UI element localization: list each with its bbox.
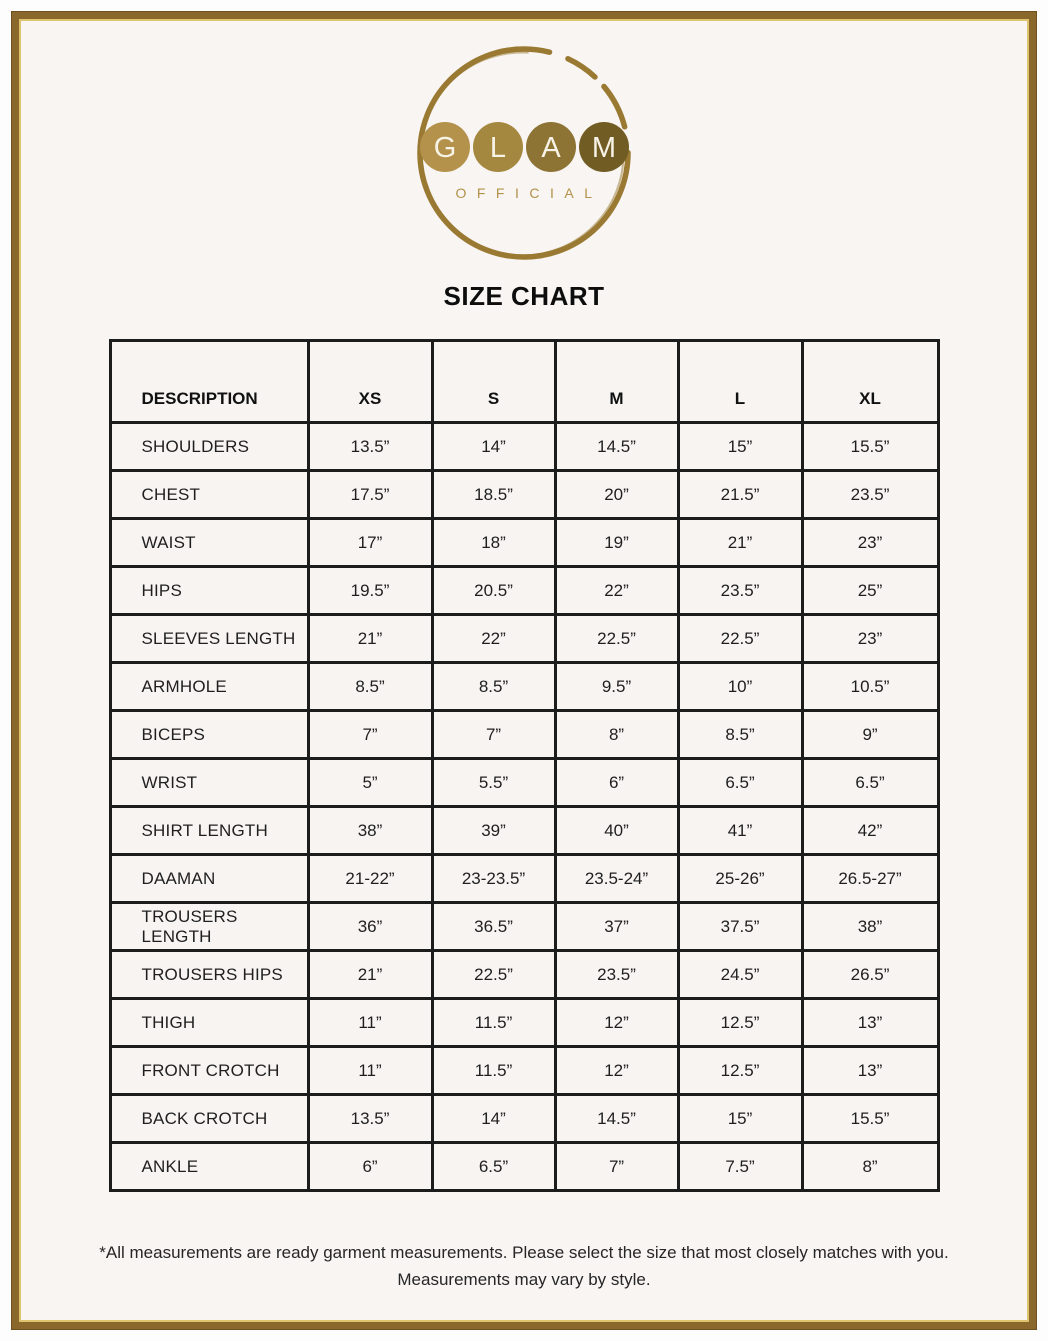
table-row — [110, 999, 938, 1047]
measurement-cell: 22.5” — [555, 615, 678, 663]
measurement-cell: 7” — [432, 711, 555, 759]
row-label: DAAMAN — [110, 855, 308, 903]
measurement-cell: 14.5” — [555, 423, 678, 471]
table-row — [110, 519, 938, 567]
measurement-cell: 14” — [432, 1095, 555, 1143]
measurement-cell: 22” — [432, 615, 555, 663]
logo-letter-l: L — [489, 132, 506, 164]
measurement-cell: 26.5-27” — [802, 855, 938, 903]
table-row — [110, 1047, 938, 1095]
measurement-cell: 25-26” — [678, 855, 802, 903]
page-title: SIZE CHART — [443, 281, 605, 311]
measurement-cell: 5.5” — [432, 759, 555, 807]
row-label: BICEPS — [110, 711, 308, 759]
measurement-cell: 13.5” — [308, 423, 432, 471]
row-label: ANKLE — [110, 1143, 308, 1191]
row-label: HIPS — [110, 567, 308, 615]
measurement-cell: 7” — [308, 711, 432, 759]
measurement-cell: 13” — [802, 1047, 938, 1095]
table-row — [110, 903, 938, 951]
measurement-cell: 12” — [555, 1047, 678, 1095]
measurement-cell: 21-22” — [308, 855, 432, 903]
logo-letter-g: G — [433, 132, 456, 164]
table-header-row — [110, 341, 938, 423]
measurement-cell: 20.5” — [432, 567, 555, 615]
row-label: WAIST — [110, 519, 308, 567]
measurement-cell: 22” — [555, 567, 678, 615]
measurement-cell: 36” — [308, 903, 432, 951]
measurement-cell: 7.5” — [678, 1143, 802, 1191]
row-label: SHIRT LENGTH — [110, 807, 308, 855]
measurement-cell: 15” — [678, 423, 802, 471]
measurement-cell: 18” — [432, 519, 555, 567]
column-header-m: M — [555, 341, 678, 423]
measurement-cell: 23.5” — [678, 567, 802, 615]
table-row — [110, 951, 938, 999]
column-header-xl: XL — [802, 341, 938, 423]
row-label: SHOULDERS — [110, 423, 308, 471]
measurement-cell: 23” — [802, 519, 938, 567]
measurement-cell: 21.5” — [678, 471, 802, 519]
measurement-cell: 6.5” — [802, 759, 938, 807]
column-header-l: L — [678, 341, 802, 423]
measurement-cell: 37” — [555, 903, 678, 951]
table-row — [110, 1143, 938, 1191]
measurement-cell: 17” — [308, 519, 432, 567]
measurement-cell: 23.5-24” — [555, 855, 678, 903]
measurement-cell: 6” — [555, 759, 678, 807]
measurement-cell: 10” — [678, 663, 802, 711]
column-header-xs: XS — [308, 341, 432, 423]
measurement-cell: 19” — [555, 519, 678, 567]
measurement-cell: 11” — [308, 1047, 432, 1095]
measurement-cell: 6.5” — [432, 1143, 555, 1191]
table-row — [110, 807, 938, 855]
measurement-cell: 8.5” — [678, 711, 802, 759]
measurement-cell: 15” — [678, 1095, 802, 1143]
measurement-cell: 14” — [432, 423, 555, 471]
table-row — [110, 567, 938, 615]
logo-letter-a: A — [540, 132, 561, 164]
row-label: WRIST — [110, 759, 308, 807]
measurement-cell: 7” — [555, 1143, 678, 1191]
table-row — [110, 855, 938, 903]
measurement-cell: 11.5” — [432, 999, 555, 1047]
size-table-body — [110, 423, 938, 1191]
measurement-cell: 6” — [308, 1143, 432, 1191]
table-row — [110, 1095, 938, 1143]
disclaimer-line-2: Measurements may vary by style. — [397, 1270, 651, 1290]
measurement-cell: 9” — [802, 711, 938, 759]
measurement-cell: 21” — [308, 951, 432, 999]
measurement-cell: 40” — [555, 807, 678, 855]
measurement-cell: 8” — [555, 711, 678, 759]
glam-logo-graphic — [407, 40, 642, 272]
table-row — [110, 759, 938, 807]
measurement-cell: 12.5” — [678, 999, 802, 1047]
measurement-cell: 21” — [678, 519, 802, 567]
measurement-cell: 13.5” — [308, 1095, 432, 1143]
measurement-disclaimer — [74, 1239, 974, 1293]
measurement-cell: 5” — [308, 759, 432, 807]
row-label: TROUSERS HIPS — [110, 951, 308, 999]
table-row — [110, 423, 938, 471]
logo-subtitle: OFFICIAL — [454, 185, 603, 201]
table-row — [110, 663, 938, 711]
logo-letter-medallions — [420, 122, 629, 172]
table-row — [110, 615, 938, 663]
measurement-cell: 24.5” — [678, 951, 802, 999]
measurement-cell: 18.5” — [432, 471, 555, 519]
row-label: CHEST — [110, 471, 308, 519]
column-header-description: DESCRIPTION — [110, 341, 308, 423]
row-label: ARMHOLE — [110, 663, 308, 711]
measurement-cell: 38” — [308, 807, 432, 855]
measurement-cell: 19.5” — [308, 567, 432, 615]
measurement-cell: 9.5” — [555, 663, 678, 711]
measurement-cell: 22.5” — [432, 951, 555, 999]
measurement-cell: 23.5” — [802, 471, 938, 519]
measurement-cell: 6.5” — [678, 759, 802, 807]
row-label: SLEEVES LENGTH — [110, 615, 308, 663]
measurement-cell: 37.5” — [678, 903, 802, 951]
measurement-cell: 39” — [432, 807, 555, 855]
table-row — [110, 471, 938, 519]
measurement-cell: 12” — [555, 999, 678, 1047]
measurement-cell: 8.5” — [308, 663, 432, 711]
measurement-cell: 10.5” — [802, 663, 938, 711]
measurement-cell: 8.5” — [432, 663, 555, 711]
size-chart-table — [109, 339, 940, 1192]
row-label: FRONT CROTCH — [110, 1047, 308, 1095]
measurement-cell: 25” — [802, 567, 938, 615]
measurement-cell: 38” — [802, 903, 938, 951]
measurement-cell: 11” — [308, 999, 432, 1047]
logo-letter-m: M — [591, 132, 616, 164]
measurement-cell: 21” — [308, 615, 432, 663]
column-header-s: S — [432, 341, 555, 423]
measurement-cell: 14.5” — [555, 1095, 678, 1143]
measurement-cell: 15.5” — [802, 1095, 938, 1143]
measurement-cell: 17.5” — [308, 471, 432, 519]
measurement-cell: 8” — [802, 1143, 938, 1191]
measurement-cell: 41” — [678, 807, 802, 855]
measurement-cell: 36.5” — [432, 903, 555, 951]
disclaimer-line-1: *All measurements are ready garment measurements. Please select the size that most closely matches with you. — [99, 1243, 949, 1262]
measurement-cell: 23-23.5” — [432, 855, 555, 903]
brand-logo — [407, 40, 642, 277]
measurement-cell: 42” — [802, 807, 938, 855]
measurement-cell: 11.5” — [432, 1047, 555, 1095]
measurement-cell: 15.5” — [802, 423, 938, 471]
row-label: BACK CROTCH — [110, 1095, 308, 1143]
measurement-cell: 20” — [555, 471, 678, 519]
table-row — [110, 711, 938, 759]
measurement-cell: 13” — [802, 999, 938, 1047]
measurement-cell: 26.5” — [802, 951, 938, 999]
gold-frame — [12, 12, 1036, 1329]
measurement-cell: 23.5” — [555, 951, 678, 999]
row-label: THIGH — [110, 999, 308, 1047]
measurement-cell: 22.5” — [678, 615, 802, 663]
measurement-cell: 12.5” — [678, 1047, 802, 1095]
measurement-cell: 23” — [802, 615, 938, 663]
row-label: TROUSERS LENGTH — [110, 903, 308, 951]
